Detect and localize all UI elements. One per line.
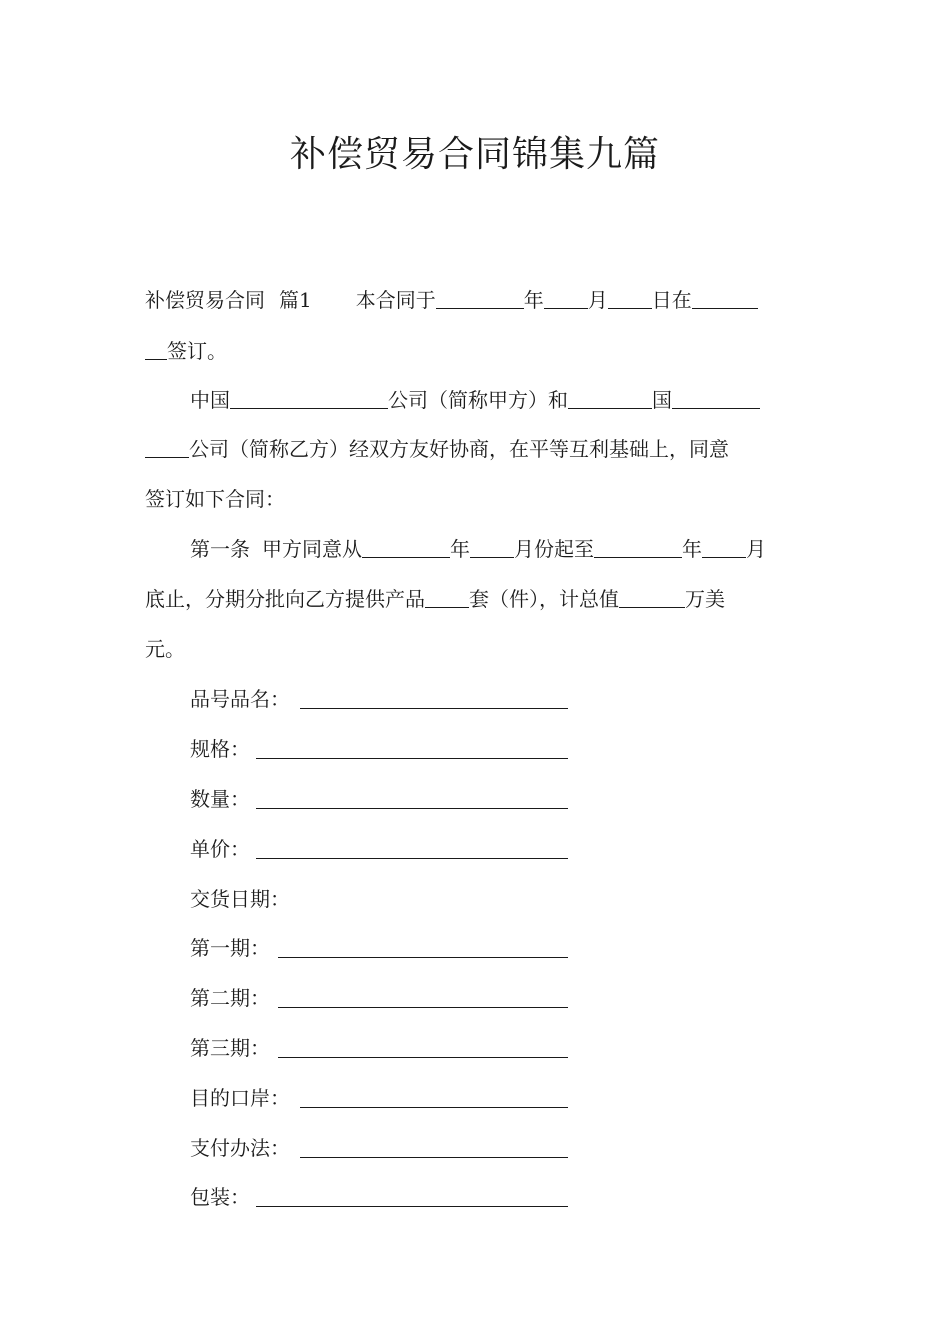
text-segment: 底止，分期分批向乙方提供产品: [145, 587, 425, 611]
blank-line: [145, 435, 189, 458]
text-segment: 年: [450, 537, 470, 561]
field-underline: [278, 1057, 568, 1058]
text-segment: 签订如下合同：: [145, 487, 285, 511]
text-segment: 套（件），计总值: [469, 587, 619, 611]
paragraph-3-line-2: [145, 584, 725, 614]
field-row: [190, 1182, 250, 1212]
field-label: 第一期：: [190, 936, 270, 960]
text-segment: 公司（简称甲方）和: [388, 388, 568, 412]
blank-line: [230, 386, 388, 409]
field-underline: [256, 758, 568, 759]
piece-number: 篇1: [279, 288, 312, 312]
field-row: [190, 734, 250, 764]
text-segment: 月: [746, 537, 766, 561]
blank-line: [608, 286, 652, 309]
text-segment: 日在: [651, 288, 692, 312]
field-label: 规格：: [190, 737, 250, 761]
field-label: 第二期：: [190, 986, 270, 1010]
field-underline: [278, 957, 568, 958]
field-label: 第三期：: [190, 1036, 270, 1060]
section-lead: 补偿贸易合同: [145, 288, 265, 312]
paragraph-1-line-2: [145, 336, 227, 366]
field-row: [190, 1083, 290, 1113]
article-number: 第一条: [190, 537, 250, 561]
field-label: 交货日期：: [190, 887, 290, 911]
paragraph-1-line-1: [145, 285, 758, 315]
blank-line: [470, 535, 514, 558]
text-segment: 公司（简称乙方）经双方友好协商，在平等互利基础上，同意: [189, 437, 729, 461]
blank-line: [702, 535, 746, 558]
field-row: [190, 1033, 270, 1063]
text-segment: 年: [523, 288, 544, 312]
blank-line: [425, 585, 469, 608]
field-underline: [256, 808, 568, 809]
document-title: 补偿贸易合同锦集九篇: [289, 134, 660, 175]
text-segment: 月份起至: [514, 537, 594, 561]
text-segment: 年: [682, 537, 702, 561]
paragraph-2-line-2: [145, 434, 729, 464]
text-segment: 甲方同意从: [262, 537, 362, 561]
blank-line: [436, 286, 524, 309]
field-row: [190, 933, 270, 963]
text-segment: 本合同于: [355, 288, 436, 312]
field-underline: [300, 1107, 568, 1108]
text-segment: 万美: [685, 587, 725, 611]
field-label: 支付办法：: [190, 1136, 290, 1160]
field-label: 品号品名：: [190, 687, 290, 711]
blank-line: [619, 585, 685, 608]
field-row: [190, 834, 250, 864]
field-row: [190, 1133, 290, 1163]
field-row: [190, 884, 290, 914]
paragraph-3-line-3: [145, 634, 185, 664]
blank-line: [145, 337, 167, 360]
blank-line: [568, 386, 652, 409]
field-underline: [300, 1157, 568, 1158]
blank-line: [672, 386, 760, 409]
text-segment: 国: [652, 388, 672, 412]
field-underline: [278, 1007, 568, 1008]
text-segment: 月: [587, 288, 608, 312]
text-segment: 元。: [145, 637, 185, 661]
field-label: 目的口岸：: [190, 1086, 290, 1110]
text-segment: 签订。: [167, 339, 227, 363]
blank-line: [544, 286, 588, 309]
field-label: 包装：: [190, 1185, 250, 1209]
field-underline: [300, 708, 568, 709]
paragraph-2-line-3: [145, 484, 285, 514]
field-label: 单价：: [190, 837, 250, 861]
field-underline: [256, 1206, 568, 1207]
blank-line: [692, 286, 758, 309]
blank-line: [362, 535, 450, 558]
field-row: [190, 784, 250, 814]
field-row: [190, 983, 270, 1013]
field-label: 数量：: [190, 787, 250, 811]
paragraph-3-line-1: [190, 534, 766, 564]
blank-line: [594, 535, 682, 558]
field-underline: [256, 858, 568, 859]
paragraph-2-line-1: [190, 385, 760, 415]
field-row: [190, 684, 290, 714]
text-segment: 中国: [190, 388, 230, 412]
